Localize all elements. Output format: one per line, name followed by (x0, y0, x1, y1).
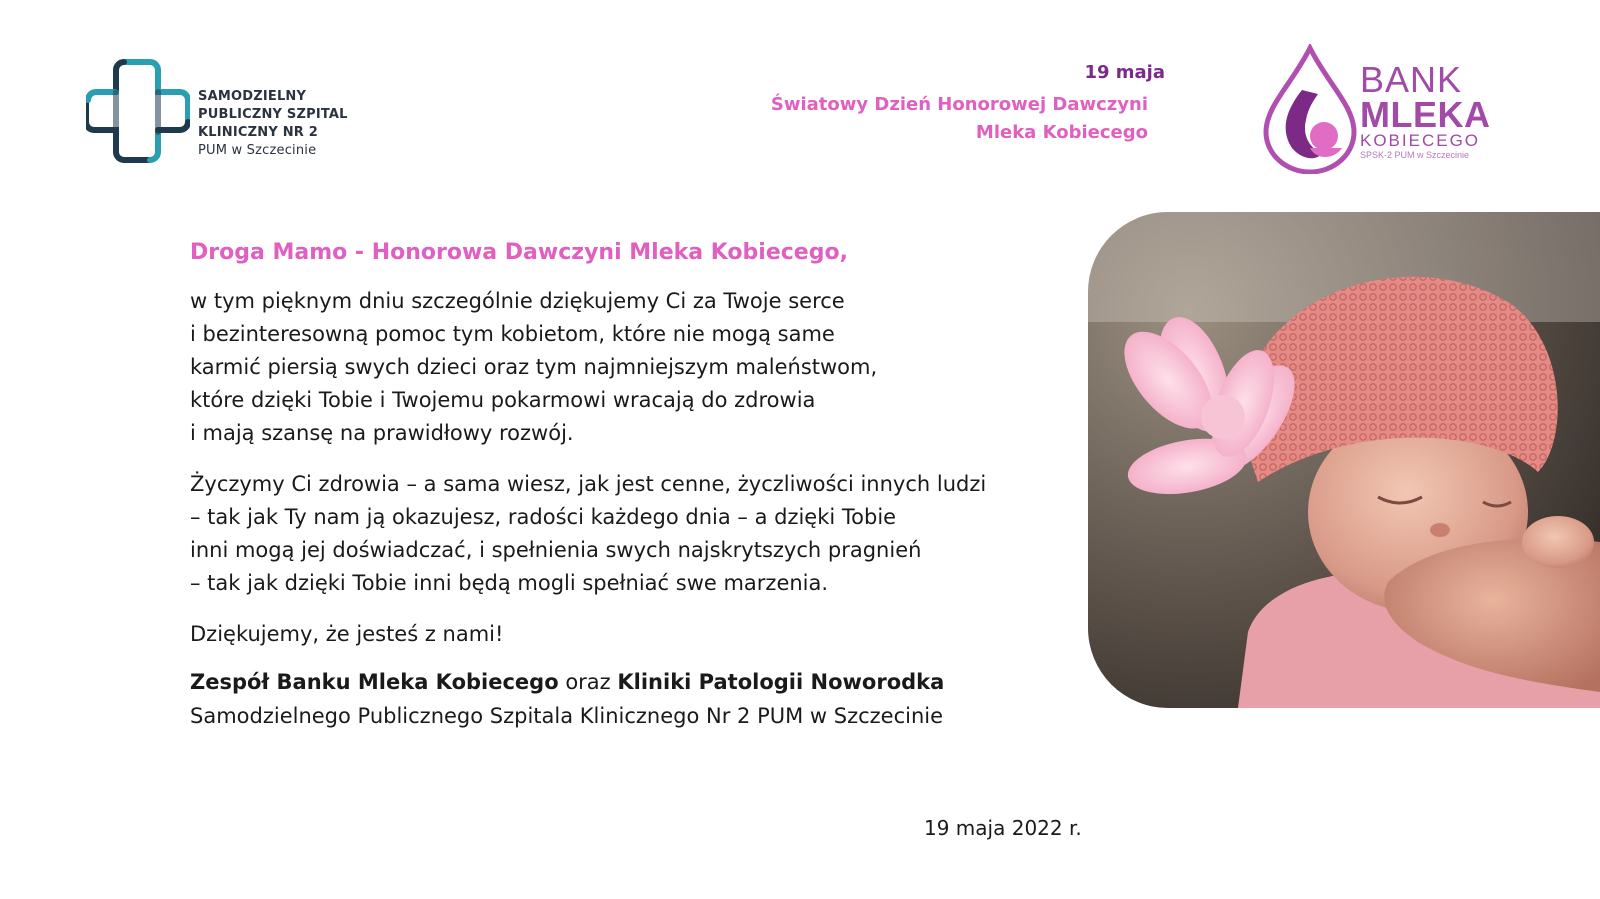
thanks-line: Dziękujemy, że jesteś z nami! (190, 622, 504, 646)
newborn-photo-illustration (1088, 212, 1600, 708)
letter-greeting: Droga Mamo - Honorowa Dawczyni Mleka Kobiecego, (190, 240, 848, 265)
paragraph-2 (190, 468, 1030, 600)
paragraph-1-line: które dzięki Tobie i Twojemu pokarmowi wracają do zdrowia (190, 388, 816, 412)
hospital-line-1: SAMODZIELNY (198, 89, 307, 104)
hospital-line-2: PUBLICZNY SZPITAL (198, 107, 348, 122)
hospital-line-3: KLINICZNY NR 2 (198, 125, 318, 140)
signature (190, 665, 1030, 733)
hospital-logo (86, 58, 366, 168)
sleeping-newborn-pink-hat-photo (1088, 212, 1600, 708)
hospital-line-4: PUM w Szczecinie (198, 143, 317, 158)
signature-team: Zespół Banku Mleka Kobiecego (190, 670, 559, 694)
event-title (771, 91, 1148, 147)
hospital-name (198, 88, 348, 160)
event-title-line-1: Światowy Dzień Honorowej Dawczyni (770, 94, 1148, 115)
bank-word-1: BANK (1360, 59, 1463, 100)
paragraph-2-line: Życzymy Ci zdrowia – a sama wiesz, jak jest cenne, życzliwości innych ludzi (190, 472, 987, 496)
signature-clinic: Kliniki Patologii Noworodka (617, 670, 945, 694)
letter-date: 19 maja 2022 r. (924, 816, 1082, 840)
paragraph-1-line: i bezinteresowną pomoc tym kobietom, które nie mogą same (190, 322, 835, 346)
signature-and: oraz (565, 670, 611, 694)
signature-hospital: Samodzielnego Publicznego Szpitala Klinicznego Nr 2 PUM w Szczecinie (190, 704, 944, 728)
bank-word-2: MLEKA (1360, 94, 1491, 135)
bank-subtitle: SPSK-2 PUM w Szczecinie (1360, 150, 1470, 160)
event-date: 19 maja (1084, 62, 1165, 83)
letter-body (190, 240, 1030, 733)
paragraph-2-line: – tak jak dzięki Tobie inni będą mogli spełniać swe marzenia. (190, 571, 829, 595)
paragraph-2-line: inni mogą jej doświadczać, i spełnienia swych najskrytszych pragnień (190, 538, 922, 562)
event-title-line-2: Mleka Kobiecego (975, 122, 1148, 143)
paragraph-1-line: karmić piersią swych dzieci oraz tym najmniejszym maleństwom, (190, 355, 878, 379)
paragraph-1-line: w tym pięknym dniu szczególnie dziękujemy Ci za Twoje serce (190, 289, 845, 313)
paragraph-1 (190, 285, 1030, 450)
signature-line-1 (190, 665, 1030, 699)
bank-word-3: KOBIECEGO (1360, 131, 1481, 150)
mother-child-drop-icon (1262, 44, 1362, 174)
bank-logo (1262, 44, 1502, 174)
bank-wordmark (1360, 59, 1491, 161)
paragraph-1-line: i mają szansę na prawidłowy rozwój. (190, 421, 574, 445)
cross-logo-icon (86, 58, 190, 164)
paragraph-2-line: – tak jak Ty nam ją okazujesz, radości każdego dnia – a dzięki Tobie (190, 505, 897, 529)
